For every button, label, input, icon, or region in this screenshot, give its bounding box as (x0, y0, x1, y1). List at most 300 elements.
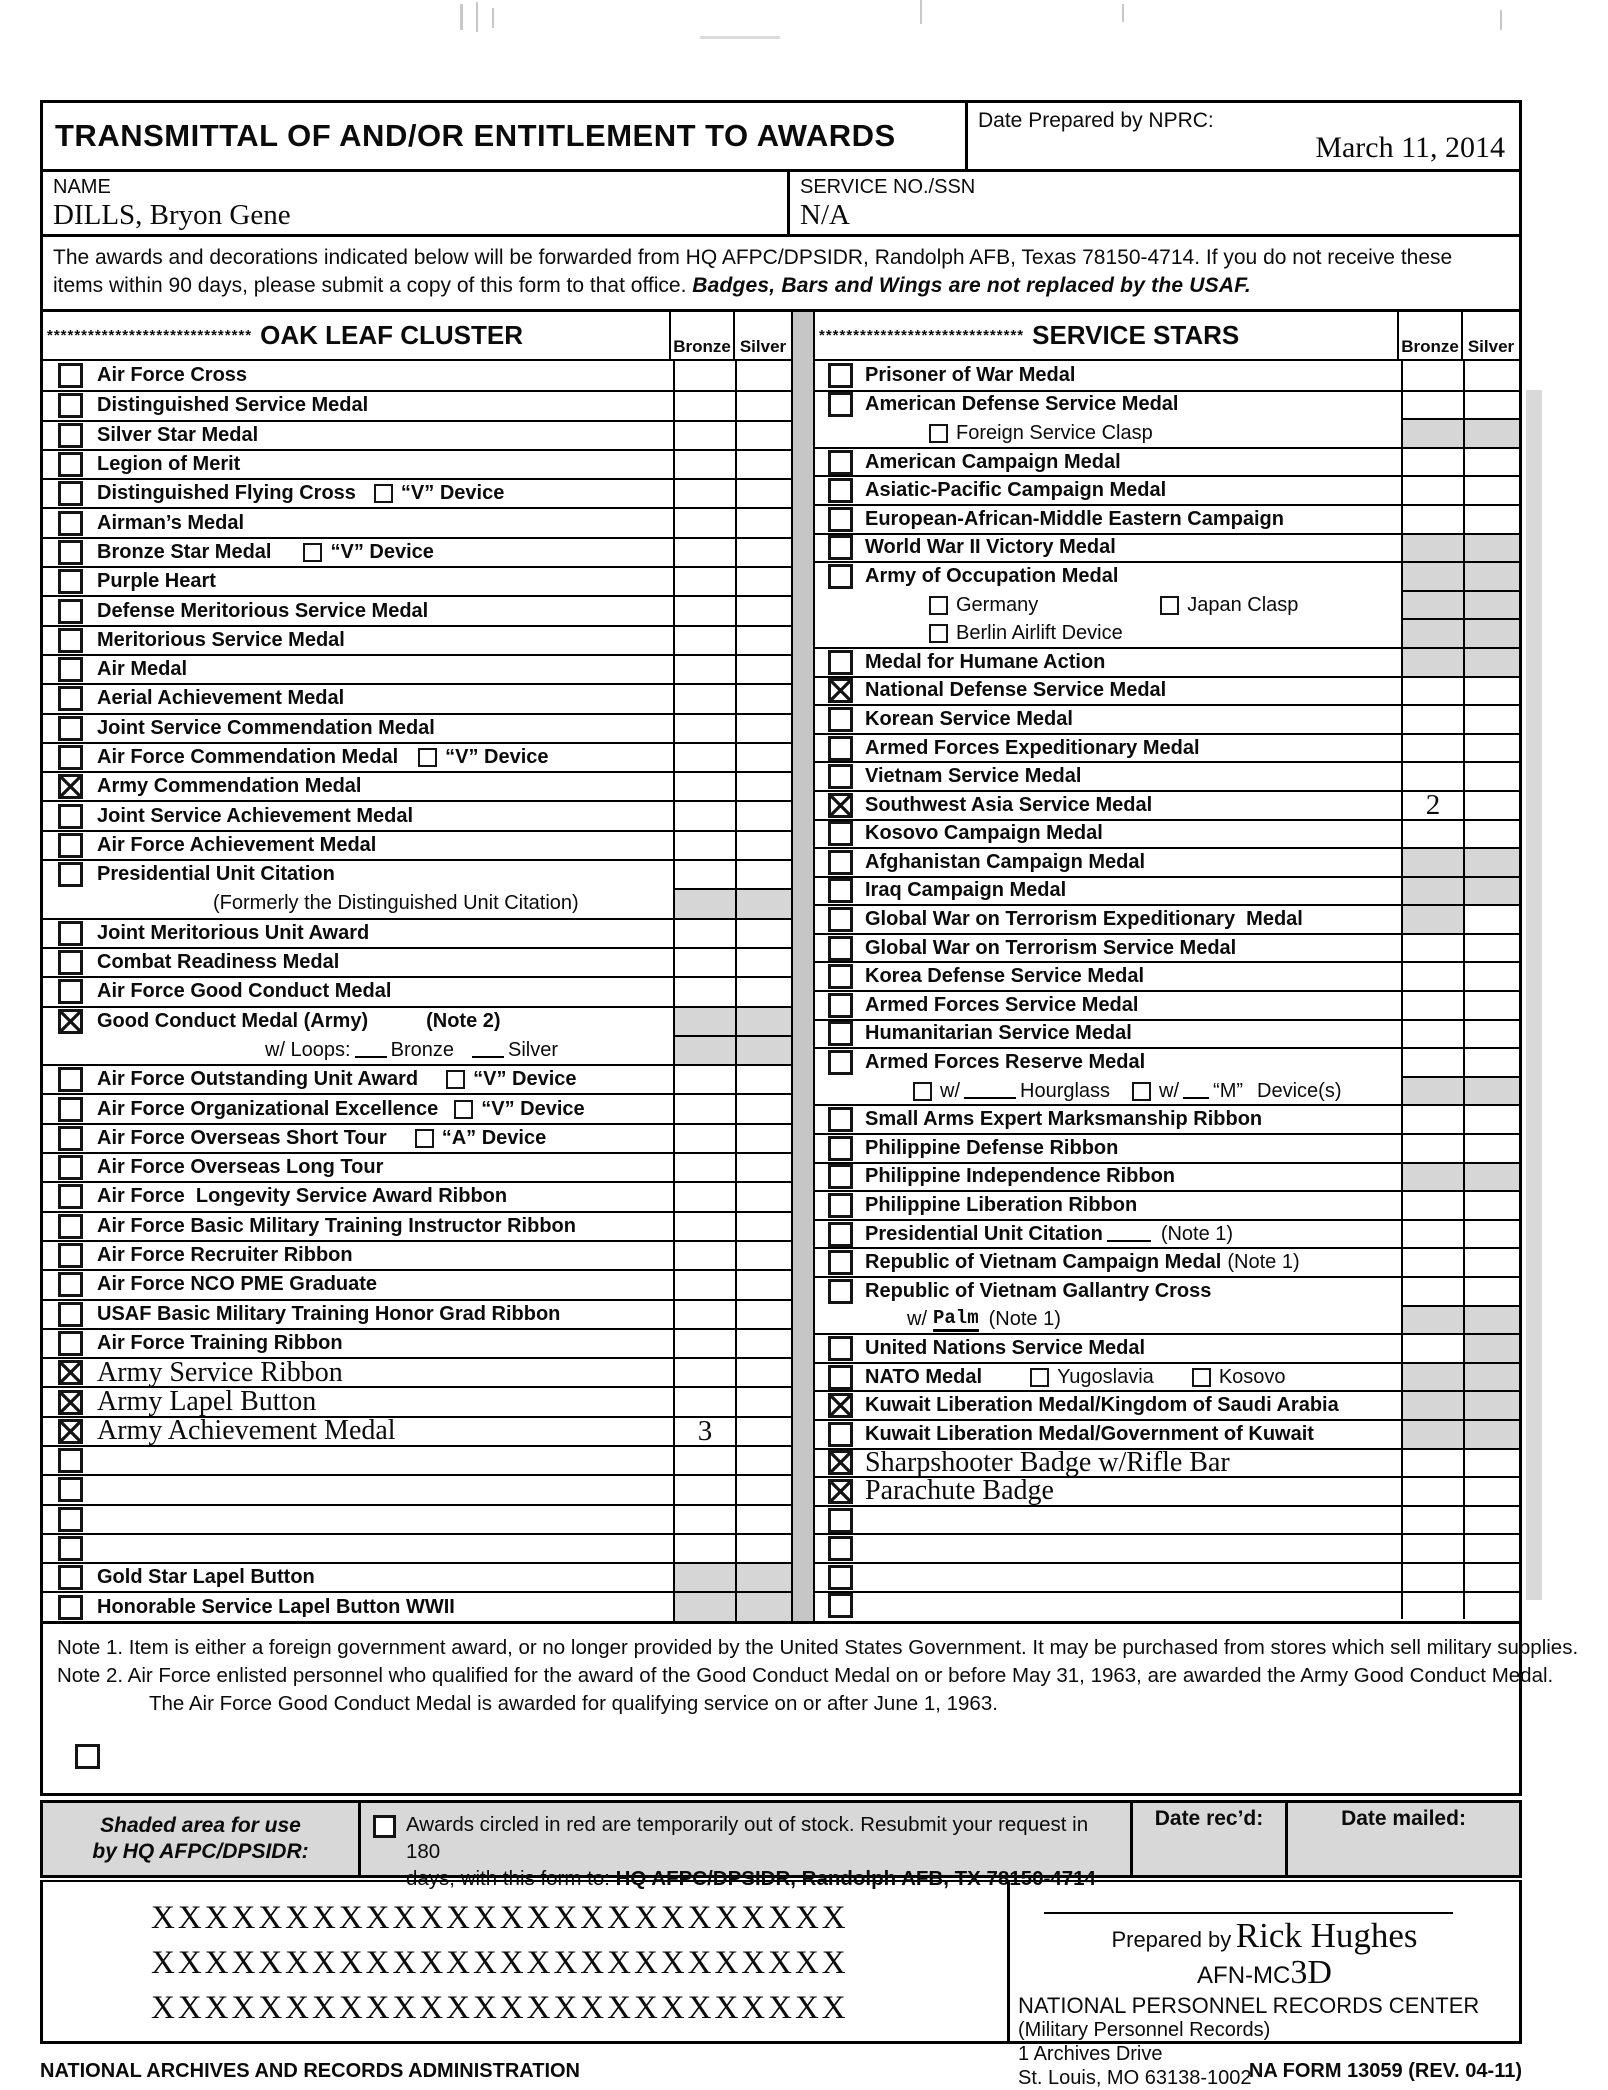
service-stars-item-row (815, 533, 1519, 562)
item-label-cell (865, 1076, 1401, 1105)
oak-leaf-cluster-item-row (43, 654, 791, 683)
checkbox-cell (43, 1299, 97, 1328)
bronze-count-cell (673, 1064, 735, 1093)
silver-count-cell (1463, 1019, 1519, 1048)
checkbox-empty[interactable] (1192, 1368, 1211, 1387)
bronze-count-cell (1401, 1104, 1463, 1133)
silver-count-cell (1463, 704, 1519, 733)
checkbox-empty[interactable] (58, 1214, 83, 1239)
scan-noise (1500, 10, 1502, 30)
silver-count-cell (1463, 1247, 1519, 1276)
silver-count-cell (735, 1474, 791, 1503)
checkbox-empty[interactable] (828, 1336, 853, 1361)
item-label-cell (865, 447, 1401, 476)
checkbox-empty[interactable] (58, 569, 83, 594)
date-prepared-value: March 11, 2014 (1315, 131, 1505, 164)
instructions-line1: The awards and decorations indicated below will be forwarded from HQ AFPC/DPSIDR, Randolph AFB, Texas 78150-4714. If you do not receive these (53, 246, 1453, 269)
checkbox-cell (43, 595, 97, 624)
checkbox-empty[interactable] (929, 424, 948, 443)
checkbox-empty[interactable] (58, 393, 83, 418)
bronze-count-cell (673, 566, 735, 595)
silver-count-cell (1463, 533, 1519, 562)
checkbox-empty[interactable] (75, 1744, 100, 1769)
service-stars-item-row (815, 647, 1519, 676)
item-label: American Campaign Medal (865, 450, 1121, 473)
item-label-cell (97, 1064, 673, 1093)
checkbox-empty[interactable] (58, 599, 83, 624)
orphan-checkbox-row (75, 1744, 1509, 1777)
checkbox-cell (43, 1240, 97, 1269)
checkbox-empty[interactable] (58, 511, 83, 536)
checkbox-cell (43, 507, 97, 536)
checkbox-empty[interactable] (828, 1021, 853, 1046)
out-of-stock-notice (361, 1803, 1133, 1890)
bronze-count-cell (673, 1533, 735, 1562)
checkbox-empty[interactable] (415, 1129, 434, 1148)
bronze-count-cell (673, 1006, 735, 1035)
checkbox-empty[interactable] (828, 1164, 853, 1189)
checkbox-empty[interactable] (828, 1565, 853, 1590)
item-label: Kuwait Liberation Medal/Government of Kuwait (865, 1422, 1314, 1445)
silver-count-cell (735, 654, 791, 683)
checkbox-empty[interactable] (58, 716, 83, 741)
item-label: Philippine Independence Ribbon (865, 1165, 1176, 1188)
item-label-cell (865, 647, 1401, 676)
checkbox-cell (815, 1133, 865, 1162)
bronze-count-cell (673, 1504, 735, 1533)
blank-line (472, 1042, 504, 1058)
checkbox-empty[interactable] (58, 1272, 83, 1297)
checkbox-empty[interactable] (828, 650, 853, 675)
blank-line (1107, 1226, 1151, 1242)
service-stars-item-row (815, 761, 1519, 790)
checkbox-empty[interactable] (828, 821, 853, 846)
checkbox-empty[interactable] (374, 484, 393, 503)
silver-count-cell (1463, 1162, 1519, 1191)
item-label: Airman’s Medal (97, 511, 245, 534)
item-label-cell (97, 742, 673, 771)
checkbox-empty[interactable] (58, 1595, 83, 1620)
left-bronze-header: Bronze (669, 312, 733, 359)
item-label: Device(s) (1257, 1079, 1342, 1102)
checkbox-empty[interactable] (828, 764, 853, 789)
checkbox-empty[interactable] (58, 452, 83, 477)
item-label: USAF Basic Military Training Honor Grad Ribbon (97, 1302, 561, 1325)
checkbox-cell (815, 904, 865, 933)
silver-count-cell (1463, 1533, 1519, 1562)
checkbox-empty[interactable] (58, 1536, 83, 1561)
bronze-count-cell (673, 1299, 735, 1328)
checkbox-cell (815, 390, 865, 419)
silver-count-cell (735, 1211, 791, 1240)
checkbox-empty[interactable] (828, 964, 853, 989)
checkbox-empty[interactable] (828, 907, 853, 932)
item-label-cell (97, 830, 673, 859)
silver-count-cell (735, 1562, 791, 1591)
silver-count-cell (735, 1416, 791, 1445)
checkbox-checked[interactable] (828, 678, 853, 703)
item-label: Korea Defense Service Medal (865, 965, 1145, 988)
checkbox-empty[interactable] (828, 507, 853, 532)
checkbox-checked[interactable] (828, 1393, 853, 1418)
checkbox-cell (815, 1104, 865, 1133)
service-stars-item-row (815, 1562, 1519, 1591)
silver-count-cell (735, 683, 791, 712)
oak-leaf-cluster-item-row (43, 478, 791, 507)
bronze-count-cell (673, 859, 735, 888)
bronze-count-cell (673, 683, 735, 712)
silver-count-cell (1463, 1219, 1519, 1248)
checkbox-empty[interactable] (828, 1107, 853, 1132)
item-label: “M” (1213, 1079, 1244, 1102)
checkbox-empty[interactable] (828, 707, 853, 732)
bronze-count-cell (1401, 847, 1463, 876)
silver-count-cell (735, 830, 791, 859)
checkbox-empty[interactable] (1160, 596, 1179, 615)
checkbox-empty[interactable] (828, 1222, 853, 1247)
bronze-count-cell (673, 449, 735, 478)
silver-count-cell (735, 771, 791, 800)
checkbox-empty[interactable] (58, 862, 83, 887)
org-code (1018, 1954, 1511, 1992)
checkbox-empty[interactable] (58, 363, 83, 388)
silver-count-cell (1463, 390, 1519, 419)
checkbox-empty[interactable] (58, 1126, 83, 1151)
checkbox-empty[interactable] (828, 1136, 853, 1161)
checkbox-empty[interactable] (58, 1155, 83, 1180)
silver-count-cell (1463, 761, 1519, 790)
item-label: Joint Service Achievement Medal (97, 804, 414, 827)
checkbox-empty[interactable] (58, 686, 83, 711)
checkbox-cell (815, 761, 865, 790)
item-label: Republic of Vietnam Campaign Medal (865, 1251, 1222, 1274)
checkbox-empty[interactable] (58, 804, 83, 829)
checkbox-empty[interactable] (828, 736, 853, 761)
ssn-cell (790, 172, 1519, 234)
notice-line2: days, with this form to: (406, 1866, 616, 1890)
item-label: Distinguished Flying Cross (97, 482, 356, 505)
checkbox-empty[interactable] (828, 535, 853, 560)
oak-leaf-cluster-item-row (43, 683, 791, 712)
bronze-count-cell (673, 1445, 735, 1474)
footer-agency: NATIONAL ARCHIVES AND RECORDS ADMINISTRATION (40, 2059, 580, 2082)
item-label-cell (865, 1362, 1401, 1391)
checkbox-empty[interactable] (58, 1067, 83, 1092)
checkbox-empty[interactable] (828, 1593, 853, 1618)
checkbox-empty[interactable] (454, 1100, 473, 1119)
checkbox-empty[interactable] (58, 1331, 83, 1356)
service-stars-item-row (815, 1133, 1519, 1162)
checkbox-checked[interactable] (828, 793, 853, 818)
silver-count-cell (1463, 618, 1519, 647)
checkbox-checked[interactable] (58, 1419, 83, 1444)
item-label-cell (865, 561, 1401, 590)
checkbox-cell (43, 449, 97, 478)
checkbox-empty[interactable] (828, 1250, 853, 1275)
bronze-count-cell (673, 918, 735, 947)
item-label-cell (865, 1104, 1401, 1133)
item-label: National Defense Service Medal (865, 679, 1167, 702)
checkbox-empty[interactable] (58, 1448, 83, 1473)
item-label: American Defense Service Medal (865, 393, 1179, 416)
silver-count-cell (1463, 561, 1519, 590)
oak-leaf-cluster-item-row (43, 1591, 791, 1620)
checkbox-empty[interactable] (58, 1302, 83, 1327)
silver-count-cell (1463, 1390, 1519, 1419)
item-label-cell (97, 1123, 673, 1152)
item-label-cell (97, 713, 673, 742)
checkbox-cell (43, 888, 97, 917)
org-city: St. Louis, MO 63138-1002 (1018, 2066, 1252, 2089)
bronze-count-cell (673, 1123, 735, 1152)
item-label-cell (97, 478, 673, 507)
item-label-cell (865, 1419, 1401, 1448)
item-label: World War II Victory Medal (865, 536, 1116, 559)
checkbox-empty[interactable] (828, 1422, 853, 1447)
checkbox-empty[interactable] (828, 1050, 853, 1075)
ssn-label: SERVICE NO./SSN (800, 176, 976, 198)
checkbox-empty[interactable] (828, 878, 853, 903)
item-label: Joint Meritorious Unit Award (97, 921, 370, 944)
signature-line (1044, 1912, 1453, 1914)
bronze-count-cell (673, 800, 735, 829)
checkbox-empty[interactable] (58, 628, 83, 653)
item-label: Army Lapel Button (97, 1386, 317, 1416)
checkbox-checked[interactable] (58, 1009, 83, 1034)
checkbox-checked[interactable] (58, 1390, 83, 1415)
item-label-cell (865, 847, 1401, 876)
service-stars-item-row (815, 1591, 1519, 1620)
item-label-cell (97, 683, 673, 712)
bronze-count-cell (673, 1240, 735, 1269)
checkbox-cell (43, 800, 97, 829)
bronze-count-cell (1401, 1247, 1463, 1276)
silver-count-cell (735, 1152, 791, 1181)
checkbox-checked[interactable] (828, 1479, 853, 1504)
silver-count-cell (1463, 819, 1519, 848)
bronze-count-cell (673, 888, 735, 917)
bronze-count-cell (673, 654, 735, 683)
checkbox-empty[interactable] (58, 979, 83, 1004)
checkbox-empty[interactable] (828, 1508, 853, 1533)
awards-checklist (43, 312, 1519, 1624)
note-2-continued: The Air Force Good Conduct Medal is awarded for qualifying service on or after June 1, 1963. (149, 1691, 998, 1715)
silver-count-cell (1463, 933, 1519, 962)
item-label: “V” Device (481, 1097, 585, 1120)
checkbox-empty[interactable] (828, 1536, 853, 1561)
item-label: Presidential Unit Citation (97, 863, 335, 886)
bronze-count-cell (1401, 1390, 1463, 1419)
checkbox-empty[interactable] (58, 1243, 83, 1268)
bronze-count-cell (1401, 961, 1463, 990)
bronze-count-cell (1401, 561, 1463, 590)
item-label-cell (865, 990, 1401, 1019)
checkbox-cell (43, 1328, 97, 1357)
item-label: Philippine Defense Ribbon (865, 1136, 1119, 1159)
service-stars-item-row (815, 1390, 1519, 1419)
item-label-cell (97, 1269, 673, 1298)
checkbox-checked[interactable] (828, 1450, 853, 1475)
checkbox-empty[interactable] (446, 1070, 465, 1089)
item-label: Air Medal (97, 658, 188, 681)
checkbox-empty[interactable] (828, 564, 853, 589)
name-value: DILLS, Bryon Gene (53, 199, 291, 231)
checkbox-empty[interactable] (58, 833, 83, 858)
x-row: XXXXXXXXXXXXXXXXXXXXXXXXXX (151, 1989, 849, 2026)
checkbox-cell (43, 1064, 97, 1093)
item-label: Air Force Longevity Service Award Ribbon (97, 1185, 508, 1208)
silver-count-cell (1463, 475, 1519, 504)
service-stars-item-row (815, 561, 1519, 590)
checkbox-empty[interactable] (828, 993, 853, 1018)
checkbox-cell (43, 976, 97, 1005)
silver-count-cell (735, 507, 791, 536)
checkbox-empty[interactable] (828, 1365, 853, 1390)
bronze-count-cell (1401, 447, 1463, 476)
silver-count-cell (735, 1064, 791, 1093)
checkbox-cell (43, 1006, 97, 1035)
checkbox-empty[interactable] (1132, 1082, 1151, 1101)
checkbox-empty[interactable] (58, 1097, 83, 1122)
bronze-count-cell (673, 1591, 735, 1620)
checkbox-empty[interactable] (58, 481, 83, 506)
checkbox-empty[interactable] (58, 1477, 83, 1502)
prepared-by-label: Prepared by (1111, 1926, 1232, 1952)
item-label: “V” Device (330, 540, 434, 563)
right-bronze-header: Bronze (1397, 312, 1461, 359)
ssn-value: N/A (800, 199, 850, 231)
bronze-count-cell (1401, 1333, 1463, 1362)
item-label-cell (865, 1333, 1401, 1362)
item-label-cell (865, 618, 1401, 647)
oak-leaf-cluster-item-row (43, 449, 791, 478)
checkbox-cell (43, 1035, 97, 1064)
item-label-cell (97, 1445, 673, 1474)
oak-leaf-cluster-item-row (43, 800, 791, 829)
silver-count-cell (1463, 1562, 1519, 1591)
checkbox-empty[interactable] (828, 850, 853, 875)
right-header-stars: ****************************** (819, 327, 1025, 344)
oak-leaf-cluster-item-row (43, 625, 791, 654)
service-stars-item-row (815, 1276, 1519, 1305)
checkbox-empty[interactable] (303, 543, 322, 562)
left-header-stars: ****************************** (47, 327, 253, 344)
service-stars-item-row (815, 1190, 1519, 1219)
oak-leaf-cluster-item-row (43, 1562, 791, 1591)
item-label-cell (865, 533, 1401, 562)
checkbox-empty[interactable] (58, 1507, 83, 1532)
checkbox-cell (815, 933, 865, 962)
checkbox-cell (43, 1211, 97, 1240)
checkbox-cell (815, 1019, 865, 1048)
bronze-count-cell (1401, 733, 1463, 762)
checkbox-empty[interactable] (828, 363, 853, 388)
bronze-count-cell (1401, 676, 1463, 705)
item-label-cell (865, 876, 1401, 905)
item-label-cell (865, 1448, 1401, 1477)
checkbox-empty[interactable] (58, 1184, 83, 1209)
silver-count-cell (735, 361, 791, 390)
item-label-cell (865, 1305, 1401, 1334)
checkbox-empty[interactable] (418, 748, 437, 767)
checkbox-cell (43, 1357, 97, 1386)
checkbox-empty[interactable] (58, 657, 83, 682)
item-label: w/ (1159, 1079, 1180, 1102)
checkbox-empty[interactable] (913, 1082, 932, 1101)
service-stars-item-row (815, 1333, 1519, 1362)
checkbox-empty[interactable] (828, 450, 853, 475)
checkbox-cell (43, 830, 97, 859)
checkbox-empty[interactable] (929, 624, 948, 643)
bronze-count-cell (673, 361, 735, 390)
checkbox-checked[interactable] (58, 774, 83, 799)
checkbox-empty[interactable] (373, 1815, 396, 1838)
checkbox-cell (815, 1591, 865, 1620)
footer-form-number: NA FORM 13059 (REV. 04-11) (1248, 2059, 1522, 2082)
item-label-cell (97, 1591, 673, 1620)
checkbox-empty[interactable] (828, 392, 853, 417)
checkbox-empty[interactable] (828, 936, 853, 961)
checkbox-checked[interactable] (58, 1360, 83, 1385)
silver-count-cell (1463, 1305, 1519, 1334)
scan-edge-artifact (1526, 390, 1542, 1600)
bronze-count-cell (1401, 533, 1463, 562)
checkbox-empty[interactable] (58, 745, 83, 770)
blank-line (964, 1083, 1016, 1099)
silver-count-cell (735, 1299, 791, 1328)
silver-count-cell (735, 713, 791, 742)
service-stars-item-row (815, 733, 1519, 762)
checkbox-empty[interactable] (58, 950, 83, 975)
checkbox-empty[interactable] (1030, 1368, 1049, 1387)
silver-count-cell (1463, 1104, 1519, 1133)
checkbox-cell (43, 918, 97, 947)
checkbox-cell (815, 1533, 865, 1562)
bronze-count-cell (1401, 876, 1463, 905)
service-stars-item-row (815, 1476, 1519, 1505)
bronze-count-cell (673, 507, 735, 536)
checkbox-empty[interactable] (58, 921, 83, 946)
silver-count-cell (735, 1181, 791, 1210)
identity-row (43, 172, 1519, 237)
org-street: 1 Archives Drive (1018, 2042, 1163, 2065)
silver-count-cell (1463, 647, 1519, 676)
checkbox-empty[interactable] (828, 1279, 853, 1304)
checkbox-empty[interactable] (929, 596, 948, 615)
silver-count-cell (1463, 676, 1519, 705)
checkbox-empty[interactable] (58, 540, 83, 565)
checkbox-empty[interactable] (828, 1193, 853, 1218)
silver-count-cell (1463, 504, 1519, 533)
item-label: Combat Readiness Medal (97, 951, 340, 974)
item-label-cell (97, 1152, 673, 1181)
item-label-cell (97, 390, 673, 419)
service-stars-item-row (815, 618, 1519, 647)
checkbox-empty[interactable] (828, 478, 853, 503)
oak-leaf-cluster-item-row (43, 1386, 791, 1415)
oak-leaf-cluster-item-row (43, 1269, 791, 1298)
bronze-count-cell (1401, 1047, 1463, 1076)
item-label: Southwest Asia Service Medal (865, 793, 1153, 816)
bronze-count-cell (1401, 1276, 1463, 1305)
bronze-count-cell (1401, 504, 1463, 533)
bronze-count-cell (1401, 819, 1463, 848)
checkbox-empty[interactable] (58, 423, 83, 448)
silver-count-cell (735, 976, 791, 1005)
bronze-count-cell (673, 1562, 735, 1591)
checkbox-empty[interactable] (58, 1565, 83, 1590)
service-stars-item-row (815, 447, 1519, 476)
